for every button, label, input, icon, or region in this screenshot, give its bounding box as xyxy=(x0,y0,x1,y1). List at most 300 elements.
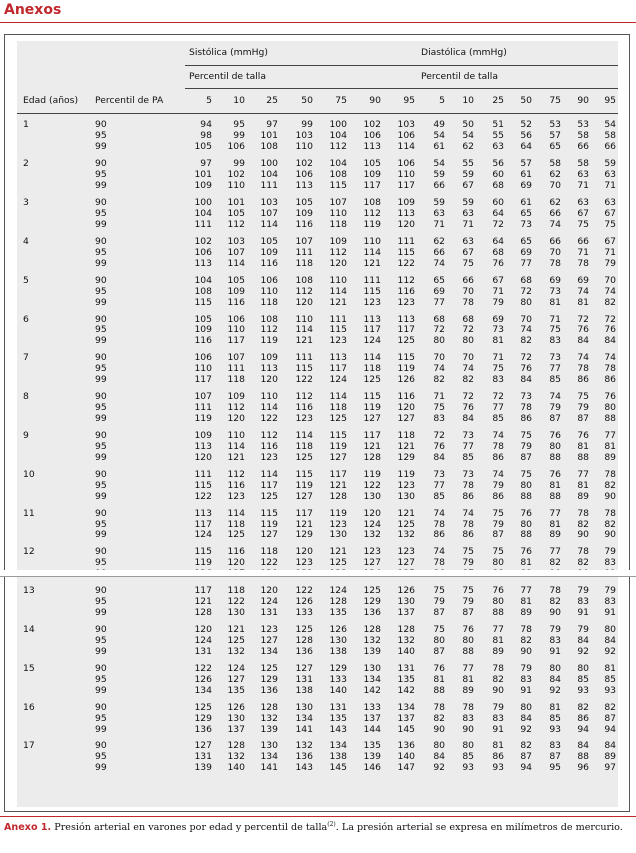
systolic-value: 118 xyxy=(227,519,245,530)
table-row xyxy=(17,674,618,685)
diastolic-value: 79 xyxy=(604,546,617,558)
systolic-value: 111 xyxy=(295,352,313,364)
diastolic-value: 89 xyxy=(549,530,562,541)
diastolic-value: 72 xyxy=(433,430,446,441)
systolic-value: 102 xyxy=(227,169,245,181)
diastolic-value: 88 xyxy=(604,413,617,425)
table-row xyxy=(17,131,618,142)
diastolic-value: 80 xyxy=(604,402,617,414)
systolic-value: 117 xyxy=(295,508,313,519)
diastolic-value: 59 xyxy=(462,197,475,209)
systolic-value: 129 xyxy=(329,663,347,674)
diastolic-value: 81 xyxy=(604,441,617,452)
diastolic-value: 73 xyxy=(462,430,475,441)
diastolic-value: 77 xyxy=(577,469,590,480)
systolic-value: 104 xyxy=(194,275,212,286)
diastolic-value: 67 xyxy=(604,208,617,220)
systolic-value: 127 xyxy=(227,674,245,685)
diastolic-value: 72 xyxy=(520,286,533,297)
diastolic-value: 71 xyxy=(462,219,475,230)
age-cell: 1 xyxy=(23,120,29,131)
diastolic-value: 80 xyxy=(433,741,446,752)
systolic-value: 122 xyxy=(194,491,212,502)
systolic-value: 123 xyxy=(295,557,313,569)
systolic-value: 132 xyxy=(397,635,416,646)
diastolic-value: 66 xyxy=(462,275,475,286)
table-row xyxy=(17,702,618,713)
systolic-value: 126 xyxy=(227,702,245,713)
systolic-value: 125 xyxy=(363,374,381,386)
bp-percentile-cell: 99 xyxy=(95,413,107,425)
systolic-value: 113 xyxy=(363,141,381,153)
diastolic-value: 61 xyxy=(433,141,446,153)
systolic-value: 121 xyxy=(363,441,381,452)
systolic-value: 94 xyxy=(200,120,212,131)
systolic-value: 105 xyxy=(363,158,381,170)
diastolic-value: 90 xyxy=(520,646,533,657)
bp-percentile-cell: 90 xyxy=(95,508,107,519)
diastolic-value: 84 xyxy=(433,751,446,763)
diastolic-value: 83 xyxy=(604,596,617,608)
diastolic-value: 72 xyxy=(462,325,475,336)
systolic-value: 115 xyxy=(397,247,416,258)
table-row xyxy=(17,258,618,269)
table-row xyxy=(17,220,618,231)
systolic-value: 111 xyxy=(194,469,212,480)
systolic-value: 128 xyxy=(194,607,212,619)
systolic-value: 128 xyxy=(397,624,416,636)
systolic-value: 116 xyxy=(227,480,245,491)
table-row xyxy=(17,198,618,209)
diastolic-value: 61 xyxy=(520,169,533,181)
systolic-value: 132 xyxy=(397,530,416,541)
table-row xyxy=(17,209,618,220)
systolic-value: 141 xyxy=(260,762,278,774)
systolic-value: 121 xyxy=(295,519,313,530)
systolic-value: 136 xyxy=(295,646,313,657)
diastolic-value: 87 xyxy=(549,413,562,425)
bp-percentile-cell: 99 xyxy=(95,530,107,541)
diastolic-value: 95 xyxy=(549,762,562,774)
diastolic-value: 63 xyxy=(577,169,590,181)
systolic-value: 106 xyxy=(194,352,212,364)
diastolic-value: 87 xyxy=(520,452,533,463)
diastolic-value: 88 xyxy=(577,452,590,463)
diastolic-value: 86 xyxy=(433,530,446,541)
diastolic-value: 84 xyxy=(520,713,533,724)
systolic-value: 112 xyxy=(329,247,347,258)
systolic-value: 105 xyxy=(194,314,212,325)
systolic-value: 110 xyxy=(397,169,416,181)
diastolic-value: 82 xyxy=(604,480,617,491)
systolic-value: 117 xyxy=(194,374,212,386)
systolic-value: 101 xyxy=(194,169,212,181)
systolic-value: 121 xyxy=(397,508,416,519)
systolic-value: 132 xyxy=(227,646,245,657)
systolic-value: 130 xyxy=(227,713,245,724)
diastolic-value: 79 xyxy=(492,702,505,713)
diastolic-value: 94 xyxy=(604,724,617,735)
diastolic-value: 58 xyxy=(549,158,562,170)
diastolic-value: 78 xyxy=(520,624,533,636)
systolic-value: 107 xyxy=(295,236,313,247)
systolic-value: 132 xyxy=(227,751,245,763)
systolic-value: 118 xyxy=(295,441,313,452)
diastolic-value: 56 xyxy=(492,158,505,170)
systolic-value: 112 xyxy=(260,325,278,336)
systolic-value: 121 xyxy=(295,335,313,347)
diastolic-value: 78 xyxy=(577,546,590,558)
diastolic-value: 74 xyxy=(549,219,562,230)
systolic-value: 114 xyxy=(397,141,416,153)
diastolic-value: 78 xyxy=(549,585,562,597)
diastolic-value: 55 xyxy=(492,130,505,142)
table-row xyxy=(17,236,618,247)
diastolic-value: 76 xyxy=(577,325,590,336)
systolic-value: 118 xyxy=(295,258,313,269)
systolic-value: 114 xyxy=(363,352,381,364)
bp-percentile-cell: 95 xyxy=(95,363,107,375)
caption-divider xyxy=(0,816,636,817)
bp-percentile-cell: 99 xyxy=(95,685,107,696)
systolic-value: 120 xyxy=(397,402,416,414)
systolic-value: 109 xyxy=(227,391,245,403)
systolic-value: 99 xyxy=(233,130,245,142)
systolic-value: 145 xyxy=(329,762,347,774)
systolic-value: 120 xyxy=(194,624,212,636)
diastolic-value: 63 xyxy=(604,197,617,209)
systolic-value: 110 xyxy=(194,363,212,375)
bp-percentile-cell: 95 xyxy=(95,130,107,142)
age-cell: 12 xyxy=(23,546,35,558)
systolic-value: 129 xyxy=(363,596,381,608)
page-break-line xyxy=(0,576,636,577)
systolic-value: 110 xyxy=(295,141,313,153)
systolic-value: 145 xyxy=(397,724,416,735)
diastolic-value: 77 xyxy=(520,585,533,597)
diastolic-value: 68 xyxy=(462,314,475,325)
bp-percentile-cell: 90 xyxy=(95,158,107,170)
systolic-value: 114 xyxy=(260,402,278,414)
bp-percentile-cell: 95 xyxy=(95,557,107,569)
diastolic-value: 65 xyxy=(433,275,446,286)
systolic-value: 114 xyxy=(295,325,313,336)
diastolic-value: 80 xyxy=(520,297,533,308)
systolic-value: 139 xyxy=(194,762,212,774)
diastolic-value: 65 xyxy=(520,236,533,247)
diastolic-value: 74 xyxy=(433,546,446,558)
table-row xyxy=(17,763,618,774)
age-cell: 6 xyxy=(23,314,29,325)
table-row xyxy=(17,685,618,696)
diastolic-value: 82 xyxy=(549,557,562,569)
diastolic-value: 63 xyxy=(577,197,590,209)
systolic-value: 131 xyxy=(194,751,212,763)
diastolic-value: 74 xyxy=(492,469,505,480)
systolic-value: 137 xyxy=(397,713,416,724)
systolic-value: 124 xyxy=(329,374,347,386)
diastolic-value: 58 xyxy=(577,130,590,142)
systolic-value: 135 xyxy=(397,674,416,685)
page-title: Anexos xyxy=(4,2,62,18)
bp-percentile-cell: 95 xyxy=(95,635,107,646)
diastolic-value: 57 xyxy=(549,130,562,142)
diastolic-value: 80 xyxy=(577,663,590,674)
diastolic-value: 82 xyxy=(492,674,505,685)
bp-percentile-cell: 99 xyxy=(95,141,107,153)
diastolic-value: 75 xyxy=(577,391,590,403)
diastolic-value: 87 xyxy=(520,751,533,763)
systolic-value: 111 xyxy=(194,402,212,414)
diastolic-value: 76 xyxy=(604,325,617,336)
bp-percentile-cell: 95 xyxy=(95,751,107,763)
diastolic-value: 78 xyxy=(577,363,590,375)
diastolic-value: 78 xyxy=(604,363,617,375)
systolic-value: 132 xyxy=(295,741,313,752)
systolic-value: 123 xyxy=(363,297,381,308)
diastolic-value: 71 xyxy=(492,286,505,297)
table-row xyxy=(17,547,618,558)
diastolic-value: 62 xyxy=(549,169,562,181)
systolic-value: 106 xyxy=(227,141,245,153)
systolic-value: 117 xyxy=(329,469,347,480)
diastolic-value: 52 xyxy=(520,120,533,131)
diastolic-value: 79 xyxy=(604,258,617,269)
diastolic-value: 76 xyxy=(462,402,475,414)
systolic-value: 125 xyxy=(295,452,313,463)
diastolic-value: 69 xyxy=(520,247,533,258)
systolic-value: 114 xyxy=(260,219,278,230)
diastolic-value: 71 xyxy=(604,247,617,258)
table-row xyxy=(17,275,618,286)
diastolic-value: 76 xyxy=(492,585,505,597)
table-row xyxy=(17,142,618,153)
table-row xyxy=(17,646,618,657)
systolic-value: 110 xyxy=(260,391,278,403)
age-cell: 4 xyxy=(23,236,29,247)
age-cell: 14 xyxy=(23,624,35,636)
diastolic-value: 91 xyxy=(492,724,505,735)
systolic-value: 109 xyxy=(397,197,416,209)
systolic-value: 139 xyxy=(363,646,381,657)
systolic-value: 118 xyxy=(329,219,347,230)
systolic-value: 127 xyxy=(329,452,347,463)
systolic-value: 121 xyxy=(397,441,416,452)
diastolic-value: 79 xyxy=(577,624,590,636)
systolic-value: 117 xyxy=(194,519,212,530)
systolic-value: 130 xyxy=(363,491,381,502)
systolic-value: 131 xyxy=(329,702,347,713)
bp-percentile-cell: 95 xyxy=(95,441,107,452)
diastolic-value: 72 xyxy=(433,325,446,336)
diastolic-value: 60 xyxy=(492,197,505,209)
bp-percentile-cell: 95 xyxy=(95,325,107,336)
diastolic-value: 65 xyxy=(549,141,562,153)
table-row xyxy=(17,441,618,452)
table-row xyxy=(17,286,618,297)
table-row xyxy=(17,364,618,375)
systolic-value: 120 xyxy=(363,508,381,519)
diastolic-value: 74 xyxy=(492,430,505,441)
diastolic-value: 82 xyxy=(604,519,617,530)
diastolic-value: 68 xyxy=(492,247,505,258)
systolic-value: 119 xyxy=(260,519,278,530)
systolic-value: 98 xyxy=(200,130,212,142)
diastolic-value: 88 xyxy=(520,530,533,541)
systolic-value: 130 xyxy=(397,596,416,608)
systolic-value: 112 xyxy=(227,469,245,480)
diastolic-value: 80 xyxy=(462,335,475,347)
systolic-value: 108 xyxy=(363,197,381,209)
diastolic-value: 86 xyxy=(577,713,590,724)
bp-percentile-cell: 95 xyxy=(95,596,107,608)
diastolic-value: 97 xyxy=(604,762,617,774)
systolic-value: 103 xyxy=(397,120,416,131)
systolic-value: 105 xyxy=(260,236,278,247)
bp-percentile-cell: 90 xyxy=(95,275,107,286)
diastolic-value: 80 xyxy=(549,441,562,452)
diastolic-value: 68 xyxy=(520,275,533,286)
systolic-value: 120 xyxy=(260,585,278,597)
diastolic-value: 79 xyxy=(604,585,617,597)
bp-percentile-cell: 95 xyxy=(95,208,107,220)
systolic-value: 139 xyxy=(260,724,278,735)
systolic-value: 121 xyxy=(329,546,347,558)
sys-height-percentile-95: 95 xyxy=(383,89,417,114)
systolic-value: 139 xyxy=(363,751,381,763)
systolic-value: 126 xyxy=(194,674,212,685)
systolic-value: 119 xyxy=(363,219,381,230)
systolic-value: 101 xyxy=(227,197,245,209)
systolic-value: 125 xyxy=(397,335,416,347)
systolic-value: 109 xyxy=(260,247,278,258)
systolic-value: 127 xyxy=(397,413,416,425)
systolic-value: 115 xyxy=(397,352,416,364)
table-row xyxy=(17,597,618,608)
diastolic-value: 75 xyxy=(462,258,475,269)
diastolic-value: 88 xyxy=(433,685,446,696)
diastolic-value: 66 xyxy=(577,236,590,247)
systolic-value: 142 xyxy=(363,685,381,696)
age-cell: 8 xyxy=(23,391,29,403)
systolic-value: 125 xyxy=(227,635,245,646)
systolic-value: 132 xyxy=(363,635,381,646)
diastolic-value: 78 xyxy=(462,297,475,308)
systolic-value: 97 xyxy=(200,158,212,170)
systolic-value: 124 xyxy=(260,596,278,608)
diastolic-value: 64 xyxy=(520,141,533,153)
systolic-value: 129 xyxy=(295,530,313,541)
diastolic-value: 85 xyxy=(549,374,562,386)
diastolic-value: 72 xyxy=(520,352,533,364)
systolic-value: 130 xyxy=(397,491,416,502)
systolic-value: 134 xyxy=(260,646,278,657)
systolic-value: 130 xyxy=(260,741,278,752)
caption-label: Anexo 1. xyxy=(4,822,52,834)
diastolic-value: 82 xyxy=(462,374,475,386)
systolic-value: 113 xyxy=(194,258,212,269)
sys-height-percentile-10: 10 xyxy=(214,89,247,114)
diastolic-value: 76 xyxy=(577,430,590,441)
diastolic-value: 70 xyxy=(462,286,475,297)
diastolic-value: 84 xyxy=(577,335,590,347)
systolic-value: 122 xyxy=(260,413,278,425)
systolic-value: 109 xyxy=(194,430,212,441)
dia-height-percentile-90: 90 xyxy=(563,89,591,114)
systolic-value: 134 xyxy=(295,713,313,724)
diastolic-value: 85 xyxy=(433,491,446,502)
systolic-value: 123 xyxy=(397,480,416,491)
bp-percentile-cell: 99 xyxy=(95,335,107,347)
diastolic-value: 80 xyxy=(462,741,475,752)
diastolic-value: 79 xyxy=(520,663,533,674)
systolic-value: 127 xyxy=(295,491,313,502)
systolic-value: 111 xyxy=(295,247,313,258)
diastolic-value: 79 xyxy=(462,557,475,569)
diastolic-value: 92 xyxy=(549,685,562,696)
diastolic-value: 74 xyxy=(577,352,590,364)
diastolic-value: 81 xyxy=(549,480,562,491)
diastolic-value: 93 xyxy=(492,762,505,774)
systolic-value: 137 xyxy=(227,724,245,735)
diastolic-value: 75 xyxy=(433,585,446,597)
diastolic-value: 76 xyxy=(520,363,533,375)
diastolic-value: 89 xyxy=(604,452,617,463)
diastolic-value: 74 xyxy=(433,363,446,375)
table-row xyxy=(17,713,618,724)
diastolic-value: 70 xyxy=(462,352,475,364)
bp-percentile-cell: 95 xyxy=(95,286,107,297)
systolic-value: 113 xyxy=(260,363,278,375)
diastolic-value: 70 xyxy=(520,314,533,325)
age-cell: 5 xyxy=(23,275,29,286)
bp-percentile-cell: 95 xyxy=(95,402,107,414)
systolic-value: 106 xyxy=(397,158,416,170)
diastolic-value: 69 xyxy=(433,286,446,297)
diastolic-value: 67 xyxy=(604,236,617,247)
systolic-value: 140 xyxy=(397,751,416,763)
caption-reference: (2) xyxy=(327,821,336,828)
table-row xyxy=(17,480,618,491)
systolic-value: 115 xyxy=(295,469,313,480)
diastolic-value: 53 xyxy=(577,120,590,131)
diastolic-value: 73 xyxy=(549,286,562,297)
systolic-value: 111 xyxy=(397,236,416,247)
systolic-value: 113 xyxy=(329,352,347,364)
systolic-value: 110 xyxy=(260,286,278,297)
table-row xyxy=(17,336,618,347)
systolic-value: 129 xyxy=(260,674,278,685)
diastolic-value: 81 xyxy=(604,663,617,674)
diastolic-value: 85 xyxy=(492,413,505,425)
systolic-value: 136 xyxy=(363,607,381,619)
bp-percentile-cell: 95 xyxy=(95,480,107,491)
diastolic-value: 86 xyxy=(577,374,590,386)
diastolic-value: 66 xyxy=(549,236,562,247)
diastolic-value: 71 xyxy=(577,180,590,192)
table-row xyxy=(17,508,618,519)
diastolic-value: 80 xyxy=(604,624,617,636)
systolic-value: 136 xyxy=(397,741,416,752)
systolic-value: 116 xyxy=(194,335,212,347)
diastolic-value: 72 xyxy=(462,391,475,403)
diastolic-value: 72 xyxy=(577,314,590,325)
diastolic-value: 73 xyxy=(520,219,533,230)
table-row xyxy=(17,414,618,425)
diastolic-value: 86 xyxy=(462,530,475,541)
diastolic-value: 66 xyxy=(549,208,562,220)
systolic-value: 109 xyxy=(194,325,212,336)
